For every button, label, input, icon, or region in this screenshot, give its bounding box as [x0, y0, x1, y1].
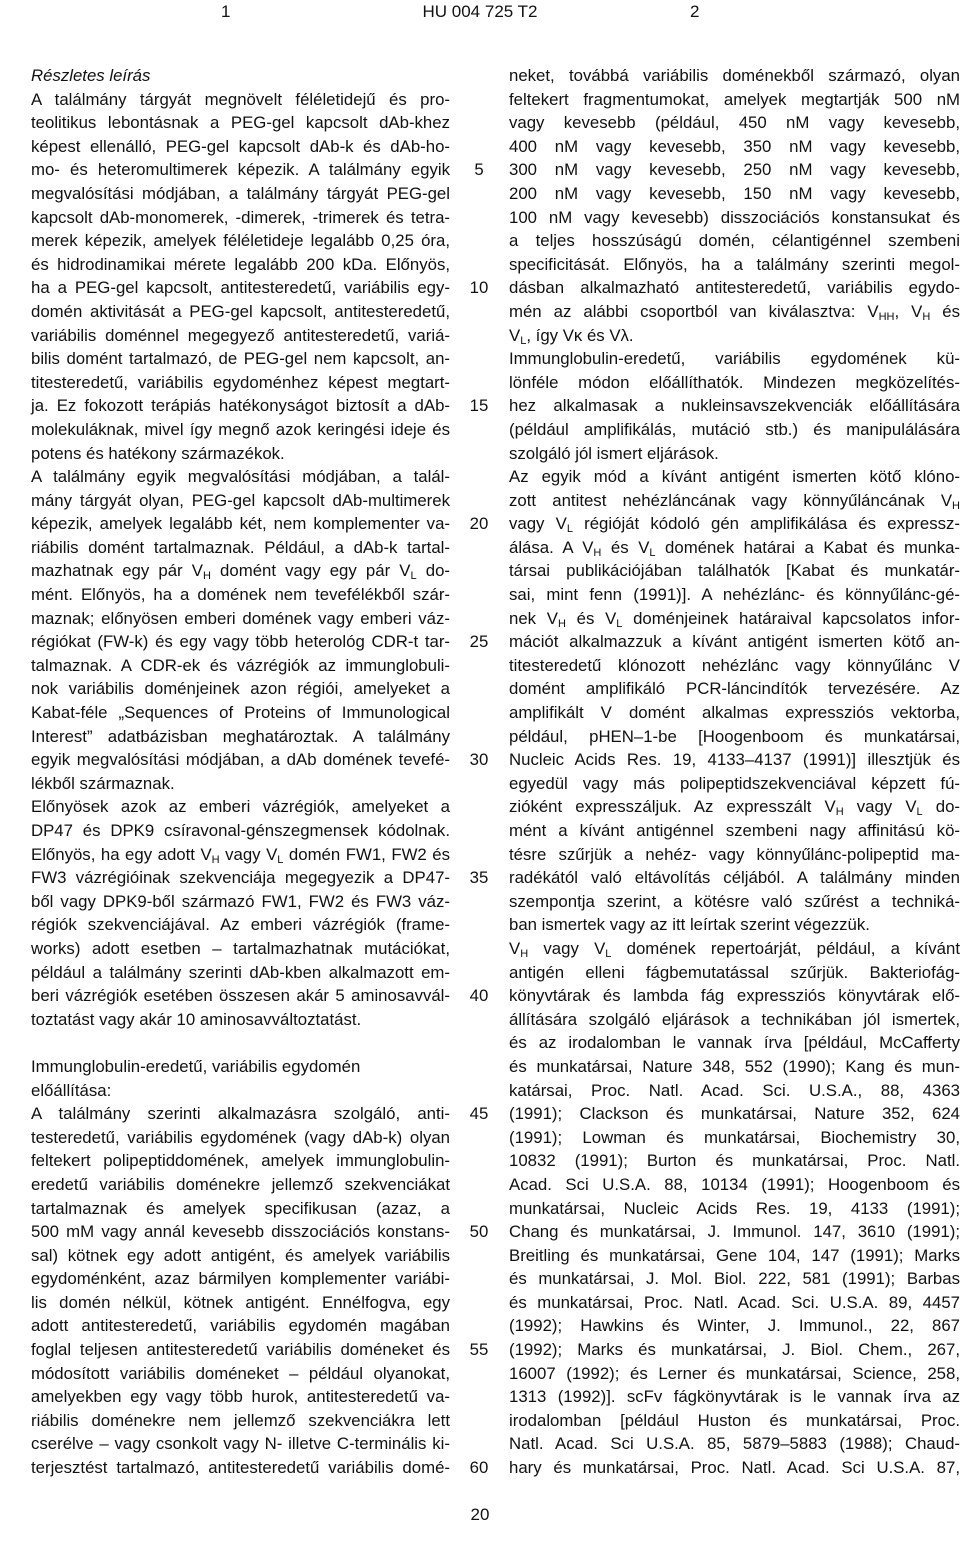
text-line: amelyekben egy vagy több hurok, antitesteredetű va- — [31, 1387, 450, 1407]
line-number: 50 — [469, 1222, 489, 1242]
text-line: Interest” adatbázisban meghatároztak. A találmány — [31, 726, 450, 746]
text-line: és munkatársai, J. Mol. Biol. 222, 581 (1991); Barbas — [509, 1269, 960, 1289]
text-line: mént. Előnyös, ha a domének nem tevefélékből szár- — [31, 585, 450, 605]
text-line: egydoménként, azaz bármilyen komplementer variábi- — [31, 1269, 450, 1289]
text-line: riábilis doménekre nem jellemző szekvenciákra lett — [31, 1410, 450, 1430]
text-line: A találmány szerinti alkalmazásra szolgáló, anti- — [31, 1104, 450, 1124]
text-line: 200 nM vagy kevesebb, 150 nM vagy kevesebb, — [509, 183, 960, 203]
text-line: (1992); Marks és munkatársai, J. Biol. Chem., 267, — [509, 1340, 960, 1360]
text-line: 16007 (1992); és Lerner és munkatársai, Science, 258, — [509, 1363, 960, 1383]
text-line: tésre szűrjük a nehéz- vagy könnyűlánc-polipeptid ma- — [509, 844, 960, 864]
text-line: FW3 vázrégióinak szekvenciája megegyezik a DP47- — [31, 868, 450, 888]
text-line: régiókat (FW-k) és egy vagy több heterológ CDR-t tar- — [31, 632, 450, 652]
text-line: maznak; előnyösen emberi domének vagy emberi váz- — [31, 608, 450, 628]
text-line: mént a kívánt antigénnel szembeni nagy affinitású kö- — [509, 821, 960, 840]
text-line: mo- és heteromultimerek képezik. A találmány egyik — [31, 160, 450, 180]
text-line: cserélve – vagy csonkolt vagy N- illetve C-terminális ki- — [31, 1434, 450, 1454]
line-number: 10 — [469, 278, 489, 298]
text-line: (1991); Lowman és munkatársai, Biochemistry 30, — [509, 1127, 960, 1147]
footer-page-number: 20 — [470, 1505, 490, 1524]
text-line: szolgáló jól ismert eljárások. — [509, 443, 719, 463]
text-line: lis domén nélkül, kötnek antigént. Ennélfogva, egy — [31, 1292, 450, 1312]
right-text-column — [509, 64, 960, 1480]
text-line: Immunglobulin-eredetű, variábilis egydomén — [31, 1056, 361, 1076]
text-line: ja. Ez fokozott terápiás hatékonyságot biztosít a dAb- — [31, 396, 450, 416]
text-line: Előnyösek azok az emberi vázrégiók, amelyeket a — [31, 797, 450, 817]
text-line: teolitikus lebontásnak a PEG-gel kapcsolt dAb-khez — [31, 113, 450, 133]
text-line: 500 mM vagy annál kevesebb disszociációs konstans- — [31, 1222, 450, 1242]
text-line: 1313 (1992)]. scFv fágkönyvtárak is le vannak írva az — [509, 1387, 960, 1407]
text-line: ből vagy DPK9-ből származó FW1, FW2 és FW3 váz- — [31, 891, 450, 911]
text-line: hary és munkatársai, Proc. Natl. Acad. Sci U.S.A. 87, — [509, 1458, 960, 1478]
page-number-right: 2 — [690, 2, 700, 21]
line-number: 30 — [469, 750, 489, 770]
text-line: például a találmány szerinti dAb-kben alkalmazott em- — [31, 962, 450, 982]
text-line: mány tárgyát olyan, PEG-gel kapcsolt dAb-multimerek — [31, 490, 450, 510]
page-number-left: 1 — [221, 2, 231, 21]
text-line: szempontja szerint, a kötésre való szűrést a techniká- — [509, 891, 960, 911]
text-line: mációt alkalmazzuk a kívánt antigént ismerten kötő an- — [509, 632, 960, 652]
line-number: 55 — [469, 1340, 489, 1360]
text-line: amplifikált V domént alkalmas expressziós vektorba, — [509, 703, 960, 723]
line-number: 35 — [469, 868, 489, 888]
text-line: beri vázrégiók esetében összesen akár 5 aminosavvál- — [31, 986, 450, 1006]
text-line: zott antitest nehézláncának vagy könnyűláncának $V_H$ — [509, 490, 960, 512]
text-line: terjesztést tartalmazó, antitesteredetű variábilis domé- — [31, 1458, 450, 1478]
text-line: képest ellenálló, PEG-gel kapcsolt dAb-k és dAb-ho- — [31, 136, 450, 156]
paragraph-gap — [31, 1031, 450, 1055]
text-line: Az egyik mód a kívánt antigént ismerten kötő klóno- — [509, 467, 960, 487]
text-line: feltekert polipeptiddomének, amelyek immunglobulin- — [31, 1151, 450, 1171]
text-line: ha a PEG-gel kapcsolt, antitesteredetű, variábilis egy- — [31, 278, 450, 298]
text-line: könyvtárak és lambda fág expressziós könyvtárak elő- — [509, 986, 960, 1006]
text-line: lékből származnak. — [31, 773, 175, 793]
text-line: Immunglobulin-eredetű, variábilis egydomének kü- — [509, 349, 960, 369]
text-line: Részletes leírás — [31, 66, 151, 85]
text-line: 400 nM vagy kevesebb, 350 nM vagy kevesebb, — [509, 136, 960, 156]
text-line: zióként expresszáljuk. Az expresszált $V_H$ vagy $V_L$ do- — [509, 797, 960, 819]
text-line: domén aktivitását a PEG-gel kapcsolt, antitesteredetű, — [31, 301, 450, 321]
line-number: 45 — [469, 1104, 489, 1124]
text-line: állítására szolgáló eljárások a technikában jól ismertek, — [509, 1009, 960, 1029]
text-line: (1992); Hawkins és Winter, J. Immunol., 22, 867 — [509, 1316, 960, 1336]
text-line: nek $V_H$ és $V_L$ doménjeinek határaival kapcsolatos infor- — [509, 608, 960, 630]
text-line: antigén elleni fágbemutatással szűrjük. Bakteriofág- — [509, 962, 960, 982]
text-line: Kabat-féle „Sequences of Proteins of Immunological — [31, 703, 450, 723]
text-line: Natl. Acad. Sci U.S.A. 85, 5879–5883 (1988); Chaud- — [509, 1434, 960, 1454]
text-line: Nucleic Acids Res. 19, 4133–4137 (1991)] illesztjük és — [509, 750, 960, 770]
text-line: merek képezik, amelyek féléletideje legalább 0,25 óra, — [31, 231, 450, 251]
text-line: egyik megvalósítási módjában, a dAb domének tevefé- — [31, 750, 450, 770]
text-line: testeredetű, variábilis egydomének (vagy dAb-k) olyan — [31, 1127, 450, 1147]
text-line: sal) kötnek egy adott antigént, és amelyek variábilis — [31, 1245, 450, 1265]
text-line: a teljes hosszúságú domén, célantigénnel szembeni — [509, 231, 960, 251]
line-number: 25 — [469, 632, 489, 652]
text-line: sai, mint fenn (1991)]. A nehézlánc- és könnyűlánc-gé- — [509, 585, 960, 605]
text-line: ban ismertek vagy az itt leírtak szerint végezzük. — [509, 915, 870, 935]
text-line: álása. A $V_H$ és $V_L$ domének határai a Kabat és munka- — [509, 537, 960, 559]
text-line: Előnyös, ha egy adott $V_H$ vagy $V_L$ domén FW1, FW2 és — [31, 844, 450, 866]
text-line: riábilis domént tartalmaznak. Például, a dAb-k tartal- — [31, 537, 450, 557]
text-line: Chang és munkatársai, J. Immunol. 147, 3610 (1991); — [509, 1222, 960, 1242]
text-line: vagy $V_L$ régióját kódoló gén amplifikálása és expressz- — [509, 514, 960, 536]
line-number: 40 — [469, 986, 489, 1006]
text-line: potens és hatékony származékok. — [31, 443, 285, 463]
text-line: feltekert fragmentumokat, amelyek megtartják 500 nM — [509, 89, 960, 109]
text-line: és munkatársai, Nature 348, 552 (1990); Kang és mun- — [509, 1056, 960, 1076]
line-number: 60 — [469, 1458, 489, 1478]
text-line: hez alkalmasak a nukleinsavszekvenciák előállítására — [509, 396, 960, 416]
text-line: titesteredetű, variábilis egydoménhez képest megtart- — [31, 372, 450, 392]
text-line: talmaznak. A CDR-ek és vázrégiók az immunglobuli- — [31, 655, 450, 675]
text-line: (1991); Clackson és munkatársai, Nature 352, 624 — [509, 1104, 960, 1124]
text-line: vagy kevesebb (például, 450 nM vagy kevesebb, — [509, 113, 960, 133]
text-line: toztatást vagy akár 10 aminosavváltoztatást. — [31, 1009, 362, 1029]
text-line: kapcsolt dAb-monomerek, -dimerek, -trimerek és tetra- — [31, 207, 450, 227]
text-line: A találmány tárgyát megnövelt féléletidejű és pro- — [31, 89, 450, 109]
text-line: irodalomban [például Huston és munkatársai, Proc. — [509, 1410, 960, 1430]
text-line: titesteredetű klónozott nehézlánc vagy könnyűlánc V — [509, 655, 960, 675]
text-line: specificitását. Előnyös, ha a találmány szerinti megol- — [509, 254, 960, 274]
text-line: $V_L$, így Vκ és Vλ. — [509, 325, 634, 347]
text-line: domént amplifikáló PCR-láncindítók tervezésére. Az — [509, 679, 960, 699]
text-line: és hidrodinamikai mérete legalább 200 kDa. Előnyös, — [31, 254, 450, 274]
text-line: adott antitesteredetű, variábilis egydomén magában — [31, 1316, 450, 1336]
text-line: megvalósítási módjában, a találmány tárgyát PEG-gel — [31, 183, 450, 203]
text-line: társai publikációjában találhatók [Kabat és munkatár- — [509, 561, 960, 581]
text-line: radékától való eltávolítás céljából. A találmány minden — [509, 868, 960, 888]
text-line: 10832 (1991); Burton és munkatársai, Proc. Natl. — [509, 1151, 960, 1171]
text-line: előállítása: — [31, 1080, 112, 1100]
text-line: variábilis doménnel megegyező antitesteredetű, variá- — [31, 325, 450, 345]
text-line: DP47 és DPK9 csíravonal-génszegmensek kódolnak. — [31, 821, 450, 840]
text-line: és munkatársai, Proc. Natl. Acad. Sci. U.S.A. 89, 4457 — [509, 1292, 960, 1312]
text-line: régiók szekvenciájával. Az emberi vázrégiók (frame- — [31, 915, 450, 935]
text-line: módosított variábilis doméneket – például olyanokat, — [31, 1363, 450, 1383]
text-line: például, pHEN–1-be [Hoogenboom és munkatársai, — [509, 726, 960, 746]
text-line: molekuláknak, mivel így megnő azok keringési ideje és — [31, 419, 450, 439]
text-line: Breitling és munkatársai, Gene 104, 147 (1991); Marks — [509, 1245, 960, 1265]
document-title: HU 004 725 T2 — [422, 2, 538, 21]
text-line: 300 nM vagy kevesebb, 250 nM vagy kevesebb, — [509, 160, 960, 180]
text-line: mén az alábbi csoportból van kiválasztva: $V_{HH}$, $V_H$ és — [509, 301, 960, 323]
line-number: 20 — [469, 514, 489, 534]
text-line: $V_H$ vagy $V_L$ domének repertoárját, például, a kívánt — [509, 938, 960, 960]
text-line: (például amplifikálás, mutáció stb.) és manipulálására — [509, 419, 960, 439]
line-number: 5 — [474, 160, 484, 180]
text-line: tartalmaznak és amelyek specifikusan (azaz, a — [31, 1198, 450, 1218]
left-text-column — [31, 64, 450, 1480]
text-line: munkatársai, Nucleic Acids Res. 19, 4133 (1991); — [509, 1198, 960, 1218]
text-line: egyedül vagy más polipeptidszekvenciával képzett fú- — [509, 773, 960, 793]
text-line: 100 nM vagy kevesebb) disszociációs konstansukat és — [509, 207, 960, 227]
text-line: foglal teljesen antitesteredetű variábilis doméneket és — [31, 1340, 450, 1360]
text-line: works) adott esetben – tartalmazhatnak mutációkat, — [31, 938, 450, 958]
text-line: és az irodalomban le vannak írva [például, McCafferty — [509, 1033, 960, 1053]
text-line: neket, továbbá variábilis doménekből származó, olyan — [509, 66, 960, 85]
text-line: katársai, Proc. Natl. Acad. Sci. U.S.A., 88, 4363 — [509, 1080, 960, 1100]
text-line: dásban alkalmazható antitesteredetű, variábilis egydo- — [509, 278, 960, 298]
text-line: bilis domént tartalmazó, de PEG-gel nem kapcsolt, an- — [31, 349, 450, 369]
text-line: lönféle módon előállíthatók. Mindezen megközelítés- — [509, 372, 960, 392]
line-number: 15 — [469, 396, 489, 416]
text-line: eredetű variábilis doménekre jellemző szekvenciákat — [31, 1174, 450, 1194]
text-line: képezik, amelyek legalább két, nem komplementer va- — [31, 514, 450, 534]
text-line: Acad. Sci U.S.A. 88, 10134 (1991); Hoogenboom és — [509, 1174, 960, 1194]
text-line: mazhatnak egy pár $V_H$ domént vagy egy pár $V_L$ do- — [31, 561, 450, 583]
text-line: A találmány egyik megvalósítási módjában, a talál- — [31, 467, 450, 487]
text-line: nok variábilis doménjeinek azon régiói, amelyeket a — [31, 679, 450, 699]
